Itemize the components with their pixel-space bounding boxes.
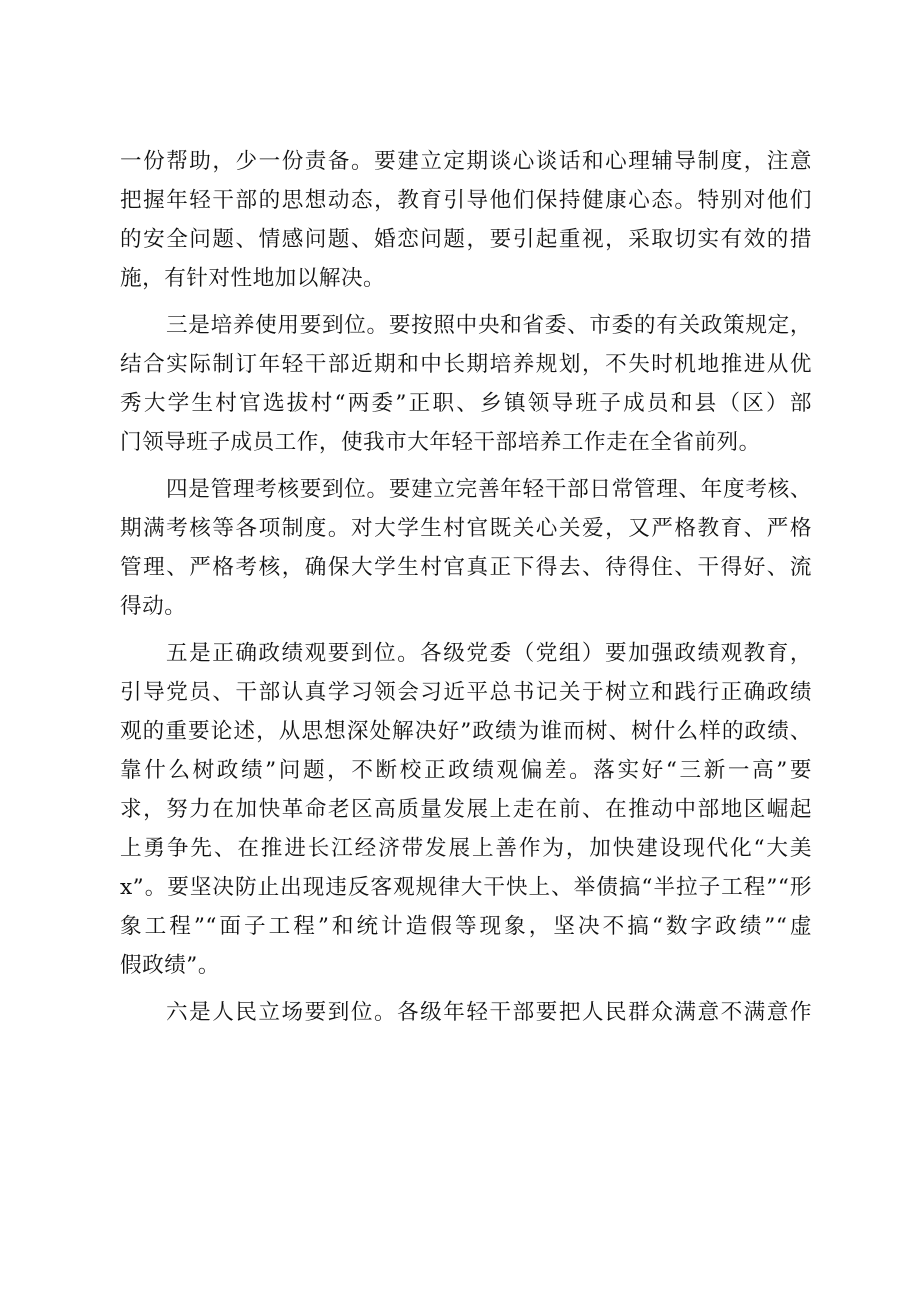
paragraph-performance-view xyxy=(120,634,812,985)
text-line: 五是正确政绩观要到位。各级党委（党组）要加强政绩观教育， xyxy=(166,641,812,666)
text-line: x”。要坚决防止出现违反客观规律大干快上、举债搞“半拉子工程”“形 xyxy=(120,875,812,900)
paragraph-people-stance xyxy=(120,993,812,1032)
text-line: 靠什么树政绩”问题，不断校正政绩观偏差。落实好“三新一高”要 xyxy=(120,758,812,783)
text-line: 四是管理考核要到位。要建立完善年轻干部日常管理、年度考核、 xyxy=(166,477,812,502)
text-line: 引导党员、干部认真学习领会习近平总书记关于树立和践行正确政绩 xyxy=(120,680,812,705)
text-line: 象工程”“面子工程”和统计造假等现象，坚决不搞“数字政绩”“虚 xyxy=(120,914,812,939)
text-line: 秀大学生村官选拔村“两委”正职、乡镇领导班子成员和县（区）部 xyxy=(120,391,812,416)
text-line: 求，努力在加快革命老区高质量发展上走在前、在推动中部地区崛起 xyxy=(120,797,812,822)
text-line: 上勇争先、在推进长江经济带发展上善作为，加快建设现代化“大美 xyxy=(120,836,812,861)
text-line: 结合实际制订年轻干部近期和中长期培养规划，不失时机地推进从优 xyxy=(120,352,812,377)
text-line: 得动。 xyxy=(120,594,187,619)
text-line: 六是人民立场要到位。各级年轻干部要把人民群众满意不满意作 xyxy=(166,1000,812,1025)
text-line: 观的重要论述，从思想深处解决好”政绩为谁而树、树什么样的政绩、 xyxy=(120,719,812,744)
paragraph-training xyxy=(120,306,812,462)
text-line: 假政绩”。 xyxy=(120,953,220,978)
paragraph-management xyxy=(120,470,812,626)
text-line: 的安全问题、情感问题、婚恋问题，要引起重视，采取切实有效的措 xyxy=(120,227,812,252)
text-line: 一份帮助，少一份责备。要建立定期谈心谈话和心理辅导制度，注意 xyxy=(120,149,812,174)
text-line: 门领导班子成员工作，使我市大年轻干部培养工作走在全省前列。 xyxy=(120,430,761,455)
text-line: 施，有针对性地加以解决。 xyxy=(120,266,386,291)
text-line: 期满考核等各项制度。对大学生村官既关心关爱，又严格教育、严格 xyxy=(120,516,812,541)
text-line: 把握年轻干部的思想动态，教育引导他们保持健康心态。特别对他们 xyxy=(120,188,812,213)
text-line: 管理、严格考核，确保大学生村官真正下得去、待得住、干得好、流 xyxy=(120,555,812,580)
document-page xyxy=(120,142,812,1032)
text-line: 三是培养使用要到位。要按照中央和省委、市委的有关政策规定， xyxy=(166,313,812,338)
paragraph-continuation xyxy=(120,142,812,298)
